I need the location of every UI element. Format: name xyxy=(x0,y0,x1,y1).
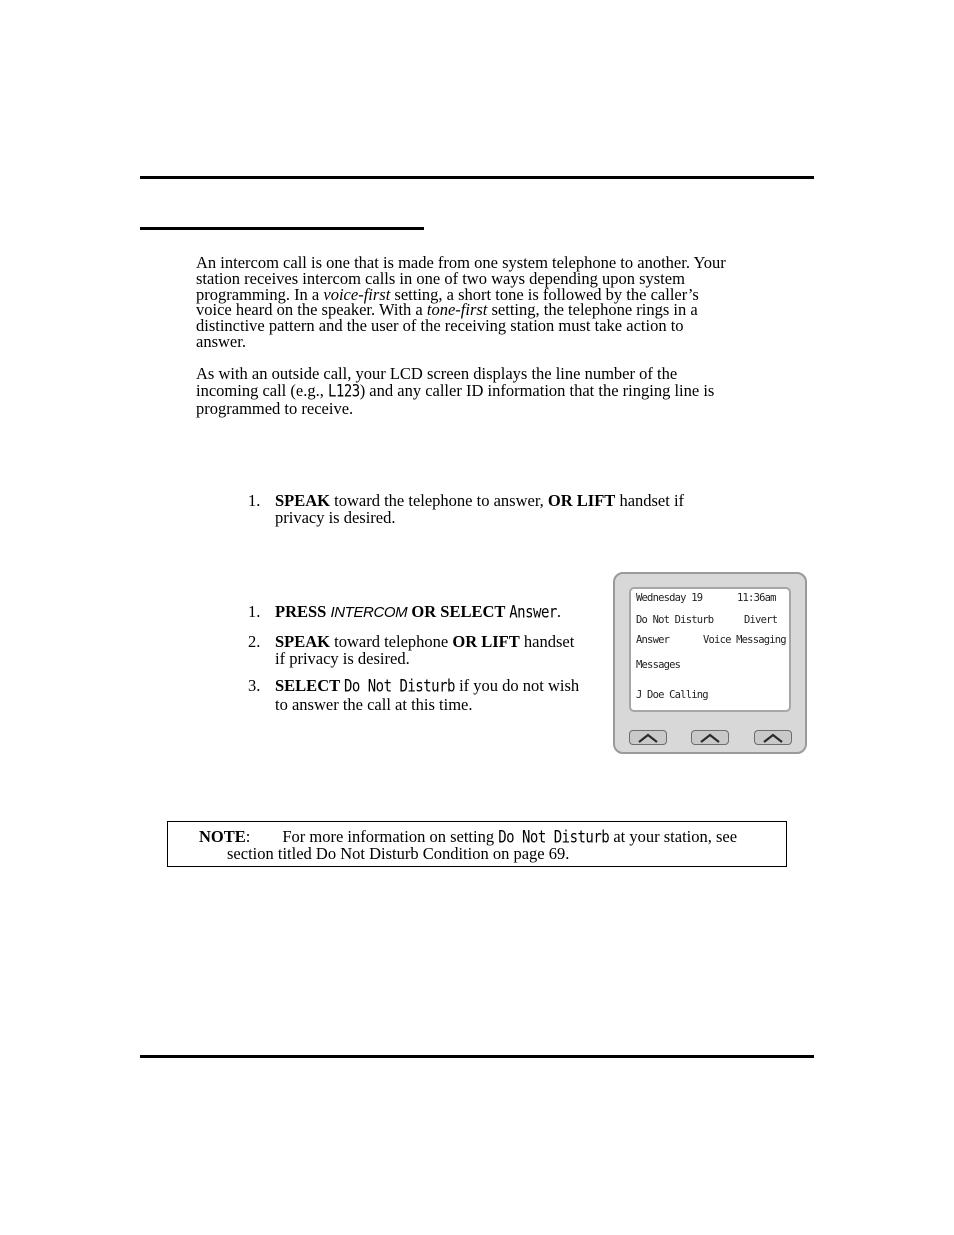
step-body xyxy=(275,492,684,526)
step-line-2: if privacy is desired. xyxy=(275,649,410,668)
step-text: handset if xyxy=(615,491,685,510)
header-rule xyxy=(140,176,814,179)
note-line-2: section titled Do Not Disturb Condition on page 69. xyxy=(227,844,570,863)
intro-paragraph xyxy=(196,255,766,350)
speak-action: SPEAK xyxy=(275,632,331,651)
step-line-1 xyxy=(275,492,684,509)
note-text: For more information on setting xyxy=(282,827,499,846)
lcd-answer: Answer xyxy=(509,603,557,623)
lift-action: OR LIFT xyxy=(452,632,520,651)
outside-line-1: As with an outside call, your LCD screen displays the line number of the xyxy=(196,364,678,383)
step-line-2: privacy is desired. xyxy=(275,508,396,527)
display-do-not-disturb: Do Not Disturb xyxy=(636,614,714,626)
press-action: PRESS xyxy=(275,602,331,621)
outside-text: ) and any caller ID information that the ringing line is xyxy=(359,380,715,400)
intro-line-2: station receives intercom calls in one of two ways depending upon system xyxy=(196,268,685,288)
display-messages: Messages xyxy=(636,659,681,671)
lcd-do-not-disturb: Do Not Disturb xyxy=(498,828,610,848)
step-text: toward telephone xyxy=(330,632,453,651)
footer-rule xyxy=(140,1055,814,1058)
intro-line-5: distinctive pattern and the user of the receiving station must take action to xyxy=(196,316,684,336)
step-body xyxy=(275,603,561,622)
outside-line-2 xyxy=(196,380,766,402)
speak-action: SPEAK xyxy=(275,491,331,510)
lift-action: OR LIFT xyxy=(547,491,616,510)
intro-text: voice heard on the speaker. With a xyxy=(196,300,427,320)
display-answer: Answer xyxy=(636,634,670,646)
chevron-up-icon xyxy=(698,733,722,743)
intercom-key: INTERCOM xyxy=(330,604,408,621)
tone-first-term: tone-first xyxy=(426,300,488,320)
select-action: SELECT xyxy=(275,676,344,695)
voice-first-term: voice-first xyxy=(323,284,391,304)
tone-first-step-1 xyxy=(248,603,598,623)
lcd-do-not-disturb: Do Not Disturb xyxy=(343,677,455,697)
tone-first-step-2 xyxy=(248,633,598,669)
step-line-1 xyxy=(275,633,574,650)
outside-text: incoming call (e.g., xyxy=(196,380,328,400)
step-line-1 xyxy=(275,677,579,696)
step-body xyxy=(275,633,574,667)
select-action: OR SELECT xyxy=(407,602,510,621)
chevron-up-icon xyxy=(761,733,785,743)
display-voice-messaging: Voice Messaging xyxy=(703,634,786,646)
note-colon: : xyxy=(245,827,251,846)
step-number: 2. xyxy=(248,632,261,651)
step-number: 1. xyxy=(248,602,261,621)
step-text: handset xyxy=(519,632,575,651)
display-divert: Divert xyxy=(744,614,778,626)
tone-first-step-3 xyxy=(248,677,598,713)
note-text: at your station, see xyxy=(609,827,738,846)
intro-text: setting, the telephone rings in a xyxy=(487,300,698,320)
intro-text: programming. In a xyxy=(196,284,324,304)
step-number: 1. xyxy=(248,491,261,510)
outside-call-paragraph xyxy=(196,366,766,416)
intro-line-1: An intercom call is one that is made from one system telephone to another. Your xyxy=(196,253,726,272)
display-time: 11:36am xyxy=(737,592,776,604)
step-text: . xyxy=(556,602,561,621)
step-line-2: to answer the call at this time. xyxy=(275,695,473,714)
softkey-left[interactable] xyxy=(629,730,667,745)
softkey-middle[interactable] xyxy=(691,730,729,745)
step-text: toward the telephone to answer, xyxy=(330,491,548,510)
intro-text: setting, a short tone is followed by the caller’s xyxy=(390,284,699,304)
display-day: Wednesday 19 xyxy=(636,592,703,604)
outside-line-3: programmed to receive. xyxy=(196,398,354,418)
lcd-line-number: L123 xyxy=(327,382,360,402)
note-label: NOTE xyxy=(199,827,246,846)
intro-line-6: answer. xyxy=(196,331,246,351)
display-caller: J Doe Calling xyxy=(636,689,708,701)
section-heading-rule xyxy=(140,227,424,230)
step-text: if you do not wish xyxy=(454,676,580,695)
chevron-up-icon xyxy=(636,733,660,743)
voice-first-step-1 xyxy=(248,492,718,528)
softkey-right[interactable] xyxy=(754,730,792,745)
step-body xyxy=(275,677,579,713)
step-number: 3. xyxy=(248,676,261,695)
